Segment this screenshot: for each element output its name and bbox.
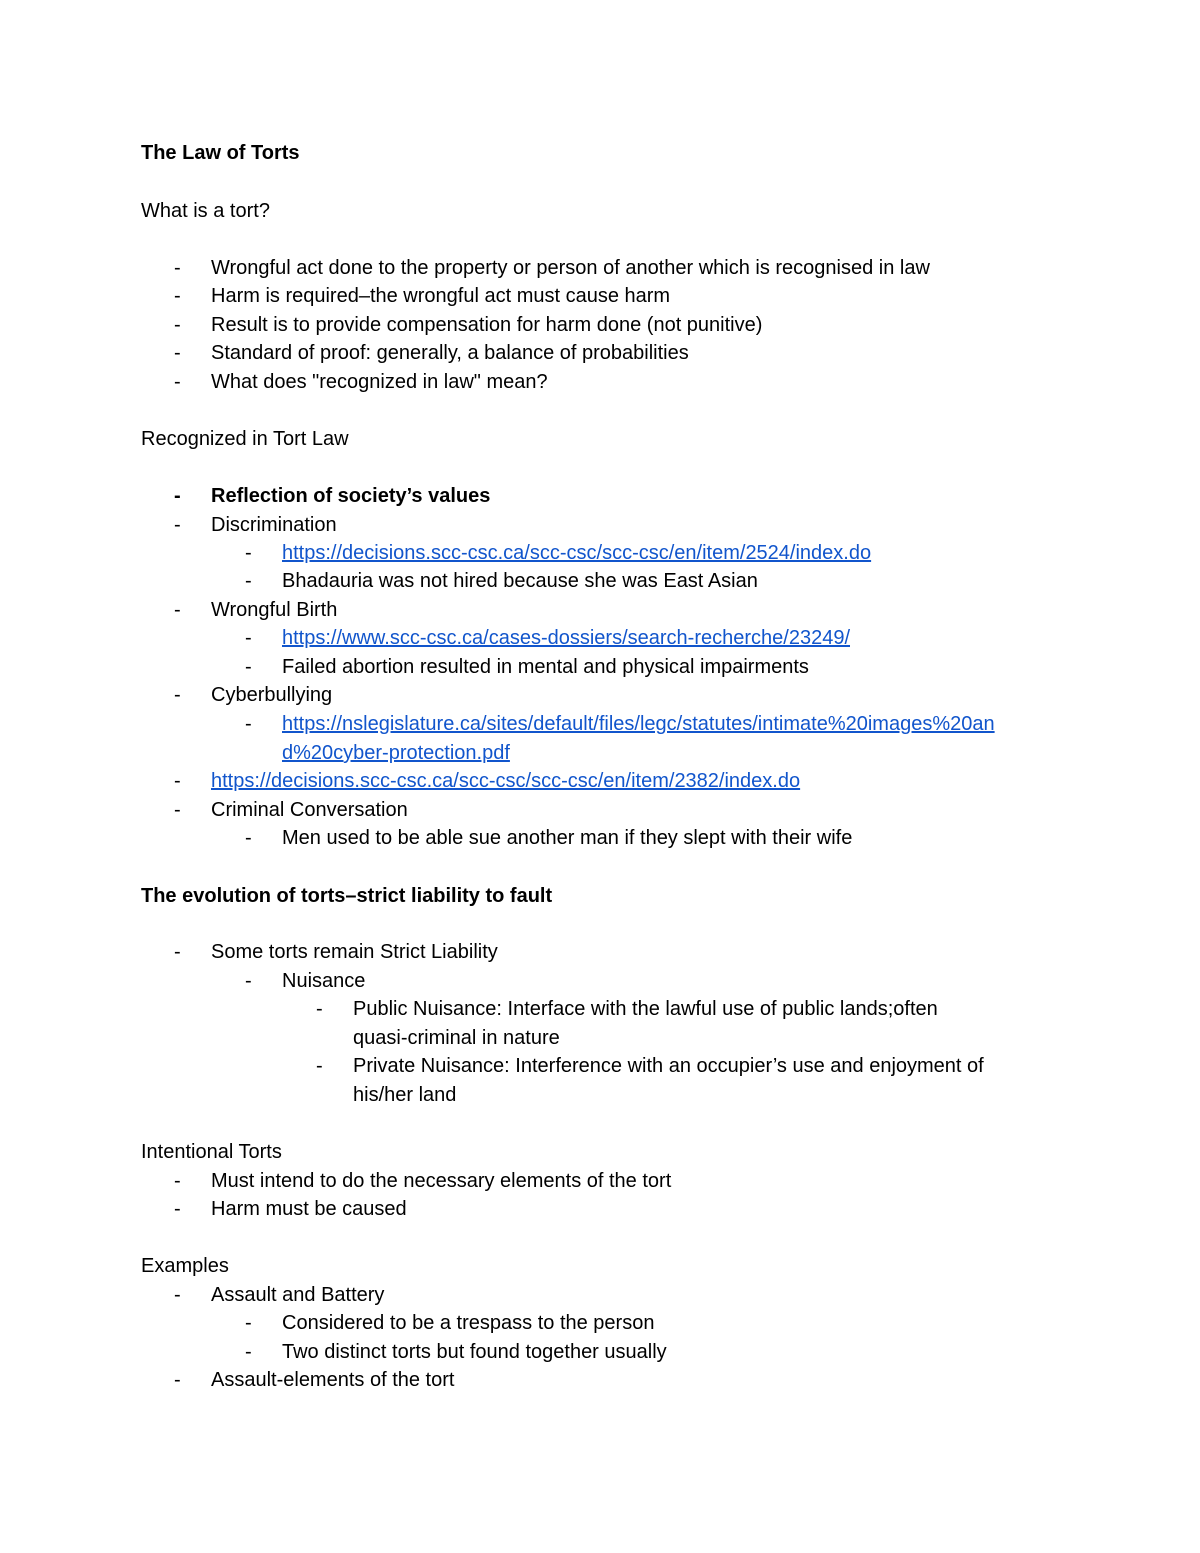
cyber-protection-link-continued[interactable]: d%20cyber-protection.pdf [282,742,510,764]
bullet-dash: - [245,627,252,649]
bullet-dash: - [245,570,252,592]
section-heading-recognized: Recognized in Tort Law [141,428,349,450]
list-item-text: Reflection of society’s values [211,485,491,507]
document-title: The Law of Torts [141,142,300,164]
list-item-text: Assault-elements of the tort [211,1369,455,1391]
bullet-dash: - [174,285,181,307]
bullet-dash: - [174,599,181,621]
discrimination-case-link[interactable]: https://decisions.scc-csc.ca/scc-csc/scc-csc/en/item/2524/index.do [282,542,872,564]
list-item-text: Public Nuisance: Interface with the lawful use of public lands;often [353,998,938,1020]
list-item-text: Nuisance [282,970,366,992]
bullet-dash: - [245,827,252,849]
list-item-text: Result is to provide compensation for harm done (not punitive) [211,314,763,336]
bullet-dash: - [245,1341,252,1363]
list-item-text: Assault and Battery [211,1284,385,1306]
list-item-text: Must intend to do the necessary elements of the tort [211,1170,672,1192]
list-item-text: Bhadauria was not hired because she was East Asian [282,570,758,592]
list-item-text: quasi-criminal in nature [353,1027,560,1049]
bullet-dash: - [174,1369,181,1391]
bullet-dash: - [316,998,323,1020]
bullet-dash: - [245,542,252,564]
bullet-dash: - [174,1284,181,1306]
bullet-dash: - [245,970,252,992]
bullet-dash: - [174,342,181,364]
bullet-dash: - [245,1312,252,1334]
list-item-text: Men used to be able sue another man if they slept with their wife [282,827,853,849]
bullet-dash: - [174,1198,181,1220]
cyber-protection-link[interactable]: https://nslegislature.ca/sites/default/files/legc/statutes/intimate%20images%20an [282,713,995,735]
bullet-dash: - [174,770,181,792]
list-item-text: Standard of proof: generally, a balance of probabilities [211,342,689,364]
wrongful-birth-case-link[interactable]: https://www.scc-csc.ca/cases-dossiers/search-recherche/23249/ [282,627,850,649]
list-item-text: Discrimination [211,514,337,536]
section-heading-evolution: The evolution of torts–strict liability to fault [141,885,553,907]
list-item-text: Wrongful Birth [211,599,338,621]
bullet-dash: - [174,941,181,963]
bullet-dash: - [174,314,181,336]
list-item-text: Two distinct torts but found together usually [282,1341,667,1363]
section-heading-intentional: Intentional Torts [141,1141,282,1163]
scc-case-2382-link[interactable]: https://decisions.scc-csc.ca/scc-csc/scc-csc/en/item/2382/index.do [211,770,801,792]
bullet-dash: - [245,713,252,735]
list-item-text: Cyberbullying [211,684,333,706]
section-heading-what-is-a-tort: What is a tort? [141,200,270,222]
list-item-text: Failed abortion resulted in mental and physical impairments [282,656,809,678]
bullet-dash: - [245,656,252,678]
bullet-dash: - [316,1055,323,1077]
list-item-text: Wrongful act done to the property or person of another which is recognised in law [211,257,930,279]
bullet-dash: - [174,257,181,279]
list-item-text: What does "recognized in law" mean? [211,371,548,393]
bullet-dash: - [174,684,181,706]
list-item-text: his/her land [353,1084,457,1106]
bullet-dash: - [174,799,181,821]
list-item-text: Some torts remain Strict Liability [211,941,498,963]
list-item-text: Harm is required–the wrongful act must cause harm [211,285,671,307]
bullet-dash: - [174,1170,181,1192]
bullet-dash: - [174,485,181,507]
section-heading-examples: Examples [141,1255,229,1277]
list-item-text: Considered to be a trespass to the person [282,1312,655,1334]
bullet-dash: - [174,371,181,393]
list-item-text: Harm must be caused [211,1198,407,1220]
list-item-text: Private Nuisance: Interference with an occupier’s use and enjoyment of [353,1055,984,1077]
list-item-text: Criminal Conversation [211,799,408,821]
bullet-dash: - [174,514,181,536]
